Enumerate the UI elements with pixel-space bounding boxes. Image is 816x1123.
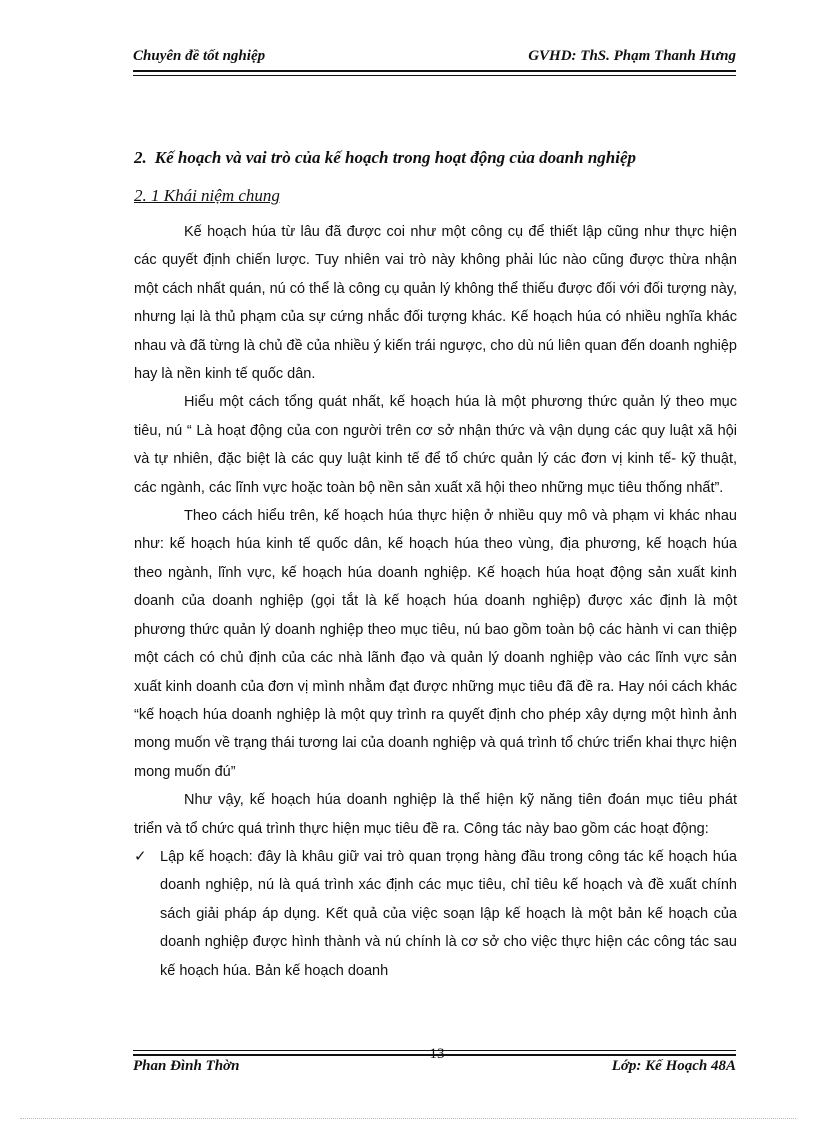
section-title: Kế hoạch và vai trò của kế hoạch trong hoạt động của doanh nghiệp [154, 148, 637, 167]
paragraph: Kế hoạch húa từ lâu đã được coi như một công cụ để thiết lập cũng như thực hiện các quyết định chiến lược. Tuy nhiên vai trò này không phải lúc nào cũng được thừa nhận một cách nhất quán, nú có thể là công cụ quản lý không thể thiếu được đối với đối tượng này, nhưng lại là thủ phạm của sự cứng nhắc đối tượng khác. Kế hoạch húa có nhiều nghĩa khác nhau và đã từng là chủ đề của nhiều ý kiến trái ngược, cho dù nú liên quan đến doanh nghiệp hay là nền kinh tế quốc dân. [134, 224, 737, 383]
page-header [133, 48, 736, 68]
page-number-text: 13 [429, 1046, 445, 1062]
footer-rule-thin [133, 1050, 736, 1051]
paragraph: Theo cách hiểu trên, kế hoạch húa thực hiện ở nhiều quy mô và phạm vi khác nhau như: kế hoạch húa kinh tế quốc dân, kế hoạch húa theo vùng, địa phương, kế hoạch húa theo ngành, lĩnh vực, kế hoạch húa doanh nghiệp. Kế hoạch húa hoạt động sản xuất kinh doanh của doanh nghiệp (gọi tắt là kế hoạch húa doanh nghiệp) được xác định là một phương thức quản lý doanh nghiệp theo mục tiêu, nú bao gồm toàn bộ các hành vi can thiệp một cách có chủ định của các nhà lãnh đạo và quản lý doanh nghiệp vào các lĩnh vực sản xuất kinh doanh của đơn vị mình nhằm đạt được những mục tiêu đã đề ra. Hay nói cách khác “kế hoạch húa doanh nghiệp là một quy trình ra quyết định cho phép xây dựng một hình ảnh mong muốn về trạng thái tương lai của doanh nghiệp và quá trình tổ chức triển khai thực hiện mong muốn đú” [134, 508, 737, 780]
bullet-item [134, 843, 737, 985]
header-rule-thin [133, 75, 736, 76]
header-rule-thick [133, 70, 736, 72]
bullet-text: Lập kế hoạch: đây là khâu giữ vai trò quan trọng hàng đầu trong công tác kế hoạch húa doanh nghiệp, nú là quá trình xác định các mục tiêu, chỉ tiêu kế hoạch và đề xuất chính sách giải pháp áp dụng. Kết quả của việc soạn lập kế hoạch là một bản kế hoạch của doanh nghiệp được hình thành và nú chính là cơ sở cho việc thực hiện các công tác sau kế hoạch húa. Bản kế hoạch doanh [160, 848, 737, 979]
subsection-heading: 2. 1 Khái niệm chung [134, 186, 280, 205]
page-footer [133, 1058, 736, 1075]
footer-author: Phan Đình Thờn [133, 1058, 240, 1074]
paragraph: Hiểu một cách tổng quát nhất, kế hoạch húa là một phương thức quản lý theo mục tiêu, nú “ Là hoạt động của con người trên cơ sở nhận thức và vận dụng các quy luật xã hội và tự nhiên, đặc biệt là các quy luật kinh tế để tổ chức quản lý các đơn vị kinh tế- kỹ thuật, các ngành, các lĩnh vực hoặc toàn bộ nền sản xuất xã hội theo những mục tiêu thống nhất”. [134, 394, 737, 496]
header-right-text: GVHD: ThS. Phạm Thanh Hưng [528, 48, 736, 64]
checkmark-icon: ✓ [134, 847, 147, 865]
paragraph: Như vậy, kế hoạch húa doanh nghiệp là thể hiện kỹ năng tiên đoán mục tiêu phát triển và tổ chức quá trình thực hiện mục tiêu đề ra. Công tác này bao gồm các hoạt động: [134, 792, 737, 837]
footer-class: Lớp: Kế Hoạch 48A [611, 1058, 736, 1074]
header-left-text: Chuyên đề tốt nghiệp [133, 48, 266, 64]
section-number: 2. [134, 148, 147, 167]
page-bottom-divider [20, 1118, 796, 1119]
section-heading [134, 140, 737, 176]
footer-rule-thick [133, 1054, 736, 1056]
page-body [134, 140, 737, 985]
